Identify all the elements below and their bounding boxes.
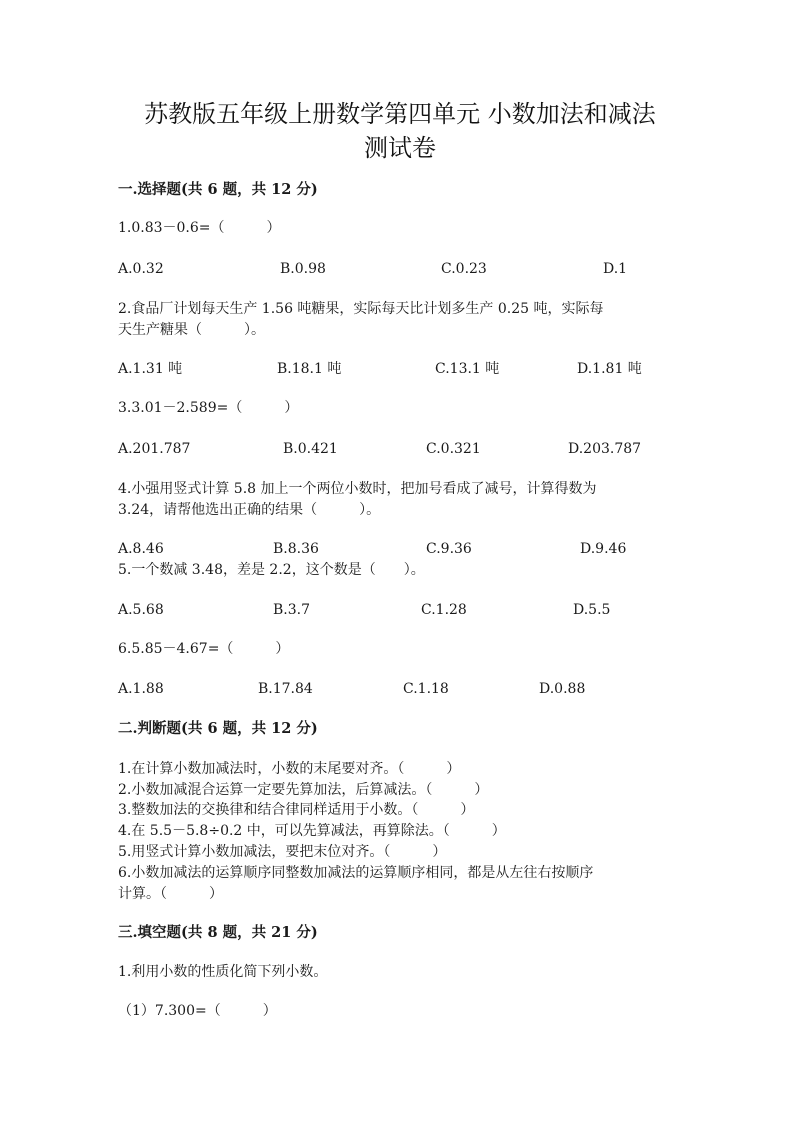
question-text: 1.0.83－0.6=（ ） <box>118 220 281 236</box>
page-title: 苏教版五年级上册数学第四单元 小数加法和减法 <box>144 100 656 128</box>
option-d: D.1 <box>603 261 628 277</box>
sub-question: （1）7.300=（ ） <box>118 1003 277 1019</box>
option-a: A.1.31 吨 <box>118 361 183 377</box>
option-c: C.0.23 <box>441 261 487 277</box>
option-d: D.0.88 <box>539 681 586 697</box>
option-a: A.201.787 <box>118 441 191 457</box>
section-heading-fill-blank: 三.填空题(共 8 题，共 21 分) <box>118 924 318 941</box>
judgment-item: 4.在 5.5－5.8÷0.2 中，可以先算减法，再算除法。（ ） <box>118 823 506 839</box>
question-text: 1.利用小数的性质化简下列小数。 <box>118 964 328 980</box>
question-text: 2.食品厂计划每天生产 1.56 吨糖果，实际每天比计划多生产 0.25 吨，实际每 <box>118 301 604 317</box>
judgment-item: 3.整数加法的交换律和结合律同样适用于小数。（ ） <box>118 802 475 818</box>
page-title-line2: 测试卷 <box>364 134 436 162</box>
judgment-item: 6.小数加减法的运算顺序同整数加减法的运算顺序相同，都是从左往右按顺序 <box>118 865 594 881</box>
question-text-cont: 3.24，请帮他选出正确的结果（ ）。 <box>118 502 381 518</box>
option-a: A.0.32 <box>118 261 164 277</box>
option-c: C.9.36 <box>426 541 472 557</box>
question-text: 6.5.85－4.67=（ ） <box>118 641 290 657</box>
judgment-item: 5.用竖式计算小数加减法，要把末位对齐。（ ） <box>118 844 447 860</box>
option-b: B.0.421 <box>283 441 338 457</box>
option-b: B.3.7 <box>273 602 311 618</box>
judgment-item: 2.小数加减混合运算一定要先算加法，后算减法。（ ） <box>118 782 489 798</box>
section-heading-choice: 一.选择题(共 6 题，共 12 分) <box>118 181 318 198</box>
option-a: A.8.46 <box>118 541 164 557</box>
option-c: C.1.18 <box>403 681 449 697</box>
option-a: A.5.68 <box>118 602 164 618</box>
option-a: A.1.88 <box>118 681 164 697</box>
section-heading-true-false: 二.判断题(共 6 题，共 12 分) <box>118 720 318 737</box>
question-text: 4.小强用竖式计算 5.8 加上一个两位小数时，把加号看成了减号，计算得数为 <box>118 481 597 497</box>
option-b: B.17.84 <box>258 681 313 697</box>
option-d: D.203.787 <box>568 441 642 457</box>
question-text-cont: 天生产糖果（ ）。 <box>118 322 265 338</box>
option-c: C.0.321 <box>426 441 481 457</box>
option-c: C.13.1 吨 <box>435 361 500 377</box>
option-b: B.8.36 <box>273 541 319 557</box>
option-d: D.1.81 吨 <box>577 361 642 377</box>
option-d: D.5.5 <box>573 602 611 618</box>
question-text: 5.一个数减 3.48，差是 2.2，这个数是（ ）。 <box>118 562 425 578</box>
judgment-item-cont: 计算。（ ） <box>118 886 223 902</box>
option-b: B.18.1 吨 <box>277 361 342 377</box>
judgment-item: 1.在计算小数加减法时，小数的末尾要对齐。（ ） <box>118 761 461 777</box>
question-text: 3.3.01－2.589=（ ） <box>118 400 299 416</box>
option-d: D.9.46 <box>580 541 627 557</box>
option-c: C.1.28 <box>421 602 467 618</box>
option-b: B.0.98 <box>280 261 326 277</box>
